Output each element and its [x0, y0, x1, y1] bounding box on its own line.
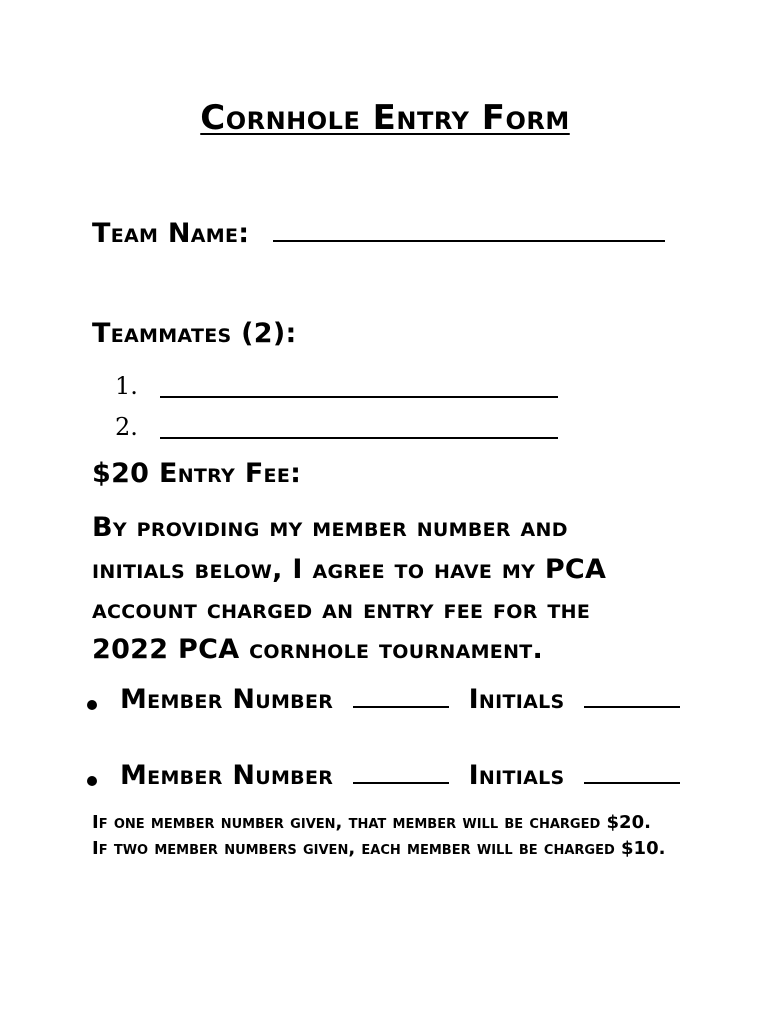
- member-row-1: [120, 684, 680, 715]
- initials-1-blank[interactable]: [584, 686, 680, 708]
- form-title-text: Cornhole Entry Form: [200, 98, 570, 138]
- initials-label: Initials: [468, 760, 565, 791]
- member-number-2-blank[interactable]: [353, 762, 449, 784]
- charge-note-2: If two member numbers given, each member will be charged $10.: [92, 838, 666, 859]
- form-title: [0, 98, 770, 138]
- team-name-blank[interactable]: [273, 220, 665, 242]
- teammate-1-blank[interactable]: [160, 376, 558, 398]
- member-number-1-blank[interactable]: [353, 686, 449, 708]
- agreement-line-2: initials below, I agree to have my PCA: [92, 554, 607, 585]
- entry-fee-label: $20 Entry Fee:: [92, 458, 302, 489]
- member-number-label: Member Number: [120, 760, 334, 791]
- bullet-icon: [87, 700, 97, 710]
- agreement-line-4: 2022 PCA cornhole tournament.: [92, 634, 544, 665]
- bullet-icon: [87, 776, 97, 786]
- team-name-label: Team Name:: [92, 218, 250, 249]
- agreement-line-3: account charged an entry fee for the: [92, 594, 591, 625]
- charge-note-1: If one member number given, that member will be charged $20.: [92, 812, 651, 833]
- teammate-1-number: 1.: [115, 372, 138, 400]
- member-row-2: [120, 760, 680, 791]
- teammate-1-row: [160, 374, 558, 405]
- teammates-label: Teammates (2):: [92, 318, 297, 349]
- initials-label: Initials: [468, 684, 565, 715]
- agreement-line-1: By providing my member number and: [92, 512, 568, 543]
- initials-2-blank[interactable]: [584, 762, 680, 784]
- teammate-2-number: 2.: [115, 413, 138, 441]
- member-number-label: Member Number: [120, 684, 334, 715]
- teammate-2-row: [160, 415, 558, 446]
- teammate-2-blank[interactable]: [160, 417, 558, 439]
- team-name-row: [92, 218, 665, 249]
